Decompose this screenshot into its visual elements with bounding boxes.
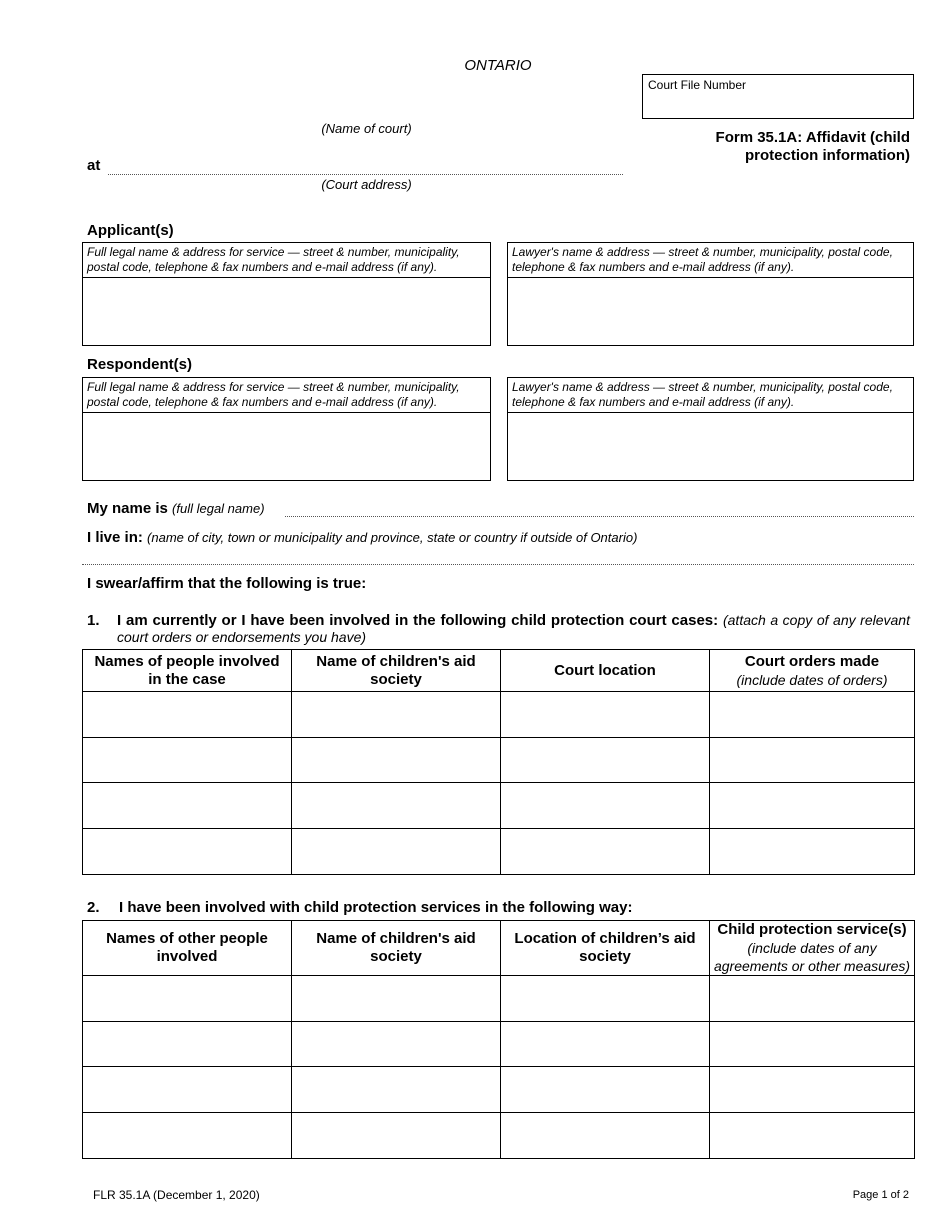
table-cell[interactable] (83, 829, 292, 875)
table-cell[interactable] (83, 1067, 292, 1113)
protection-services-table (82, 920, 915, 1159)
at-label: at (87, 157, 101, 174)
section2-number: 2. (87, 899, 100, 916)
respondent-lawyer-box[interactable] (507, 377, 914, 481)
table-cell[interactable] (83, 738, 292, 783)
col-header-services: Child protection service(s) (include dates of any agreements or other measures) (710, 921, 915, 976)
section2-heading: I have been involved with child protection services in the following way: (119, 899, 633, 916)
my-name-line[interactable] (285, 516, 914, 517)
section1-lead: I am currently or I have been involved in the following child protection court cases: (117, 612, 719, 629)
col-header-court-location: Court location (501, 650, 710, 692)
table-cell[interactable] (501, 738, 710, 783)
table-cell[interactable] (83, 783, 292, 829)
applicant-lawyer-caption: Lawyer's name & address — street & number, municipality, postal code, telephone & fax numbers and e-mail address (if any). (508, 243, 913, 278)
table-cell[interactable] (292, 1022, 501, 1067)
table-row (83, 1067, 915, 1113)
table-cell[interactable] (501, 1022, 710, 1067)
court-cases-table (82, 649, 915, 875)
table-cell[interactable] (292, 829, 501, 875)
table-cell[interactable] (501, 976, 710, 1022)
table-cell[interactable] (710, 692, 915, 738)
table-cell[interactable] (501, 1113, 710, 1159)
table-cell[interactable] (710, 976, 915, 1022)
court-address-caption: (Court address) (321, 177, 412, 192)
table-cell[interactable] (710, 1022, 915, 1067)
respondent-heading: Respondent(s) (87, 356, 192, 373)
table-cell[interactable] (292, 692, 501, 738)
applicant-info-box[interactable] (82, 242, 491, 346)
table-cell[interactable] (710, 1067, 915, 1113)
court-file-number-field[interactable] (642, 74, 914, 119)
respondent-lawyer-caption: Lawyer's name & address — street & number, municipality, postal code, telephone & fax numbers and e-mail address (if any). (508, 378, 913, 413)
respondent-info-caption: Full legal name & address for service — street & number, municipality, postal code, telephone & fax numbers and e-mail address (if any). (83, 378, 490, 413)
form-title: Form 35.1A: Affidavit (child protection information) (715, 129, 910, 164)
table-row (83, 738, 915, 783)
table-row (83, 829, 915, 875)
court-file-number-label: Court File Number (648, 78, 747, 92)
page-number: Page 1 of 2 (852, 1189, 909, 1201)
respondent-info-box[interactable] (82, 377, 491, 481)
table-cell[interactable] (710, 783, 915, 829)
col-header-other-people: Names of other people involved (83, 921, 292, 976)
table-cell[interactable] (710, 1113, 915, 1159)
form-id-footer: FLR 35.1A (December 1, 2020) (93, 1188, 260, 1202)
col-header-cas-location: Location of children’s aid society (501, 921, 710, 976)
my-name-label: My name is (87, 500, 168, 517)
table-row (83, 783, 915, 829)
col-header-people: Names of people involved in the case (83, 650, 292, 692)
section1-number: 1. (87, 612, 100, 629)
col-header-cas: Name of children's aid society (292, 921, 501, 976)
table-cell[interactable] (710, 829, 915, 875)
table-cell[interactable] (710, 738, 915, 783)
applicant-heading: Applicant(s) (87, 222, 174, 239)
court-address-line[interactable] (108, 174, 623, 175)
table-row (83, 692, 915, 738)
table-cell[interactable] (292, 783, 501, 829)
table-cell[interactable] (292, 738, 501, 783)
live-in-label: I live in: (87, 529, 143, 546)
table-cell[interactable] (501, 1067, 710, 1113)
table-cell[interactable] (83, 1113, 292, 1159)
live-in-row (87, 529, 637, 546)
table-cell[interactable] (292, 1113, 501, 1159)
live-in-hint: (name of city, town or municipality and province, state or country if outside of Ontario) (147, 530, 638, 545)
table-row (83, 1022, 915, 1067)
table-cell[interactable] (292, 976, 501, 1022)
name-of-court-caption: (Name of court) (321, 121, 412, 136)
my-name-hint: (full legal name) (172, 501, 265, 516)
province-title: ONTARIO (464, 57, 532, 74)
live-in-line[interactable] (82, 564, 914, 565)
applicant-info-caption: Full legal name & address for service — street & number, municipality, postal code, telephone & fax numbers and e-mail address (if any). (83, 243, 490, 278)
table-row (83, 976, 915, 1022)
col-header-cas: Name of children's aid society (292, 650, 501, 692)
applicant-lawyer-box[interactable] (507, 242, 914, 346)
table-cell[interactable] (83, 976, 292, 1022)
table-cell[interactable] (501, 829, 710, 875)
table-cell[interactable] (501, 783, 710, 829)
my-name-row (87, 500, 265, 517)
table-row (83, 1113, 915, 1159)
section1-note: (attach a copy of any relevant court orders or endorsements you have) (117, 612, 910, 645)
table-cell[interactable] (501, 692, 710, 738)
section1-heading (117, 612, 910, 646)
table-cell[interactable] (83, 692, 292, 738)
table-cell[interactable] (292, 1067, 501, 1113)
table-cell[interactable] (83, 1022, 292, 1067)
swear-statement: I swear/affirm that the following is true: (87, 575, 367, 592)
col-header-court-orders: Court orders made (include dates of orders) (710, 650, 915, 692)
